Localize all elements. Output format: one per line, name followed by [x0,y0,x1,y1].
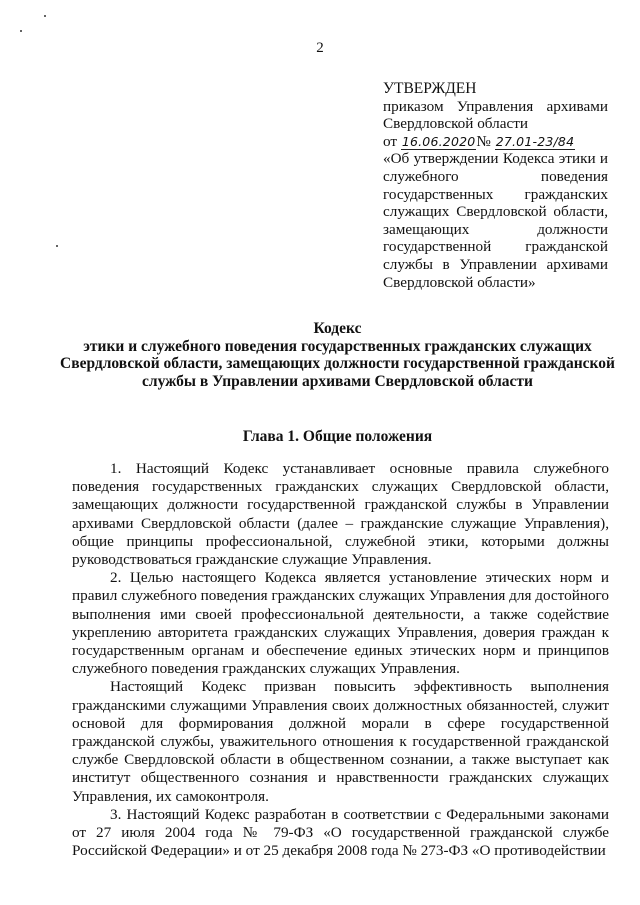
scan-speck [56,245,58,247]
order-prefix: от [383,132,398,150]
paragraph-4: 3. Настоящий Кодекс разработан в соответствии с Федеральными законами от 27 июля 2004 года № 79-ФЗ «О государственной гражданской службе Российской Федерации» и от 25 декабря 2008 года № 273-ФЗ «О противодействии [72,805,609,860]
approval-order-reference [383,133,608,151]
title-subtitle: этики и служебного поведения государственных гражданских служащих Свердловской области, замещающих должности государственной гражданской службы в Управлении архивами Свердловской области [60,337,615,390]
document-body [72,460,609,860]
approval-order-subject: «Об утверждении Кодекса этики и служебного поведения государственных гражданских служащих Свердловской области, замещающих должности государственной гражданской службы в Управлении архивами Свердловской области» [383,150,608,291]
order-date-handwritten: 16.06.2020 [401,133,476,149]
paragraph-3: Настоящий Кодекс призван повысить эффективность выполнения гражданскими служащими Управления своих должностных обязанностей, служит основой для формирования должной морали в сфере государственной гражданской службы, уважительного отношения к государственной гражданской службе Свердловской области в общественном сознании, а также выступает как институт общественного сознания и нравственности гражданских служащих Управления, их самоконтроля. [72,678,609,805]
chapter-heading: Глава 1. Общие положения [242,428,433,445]
order-number-label: № [476,132,491,150]
paragraph-2: 2. Целью настоящего Кодекса является установление этических норм и правил служебного поведения гражданских служащих Управления для достойного выполнения ими своей профессиональной деятельности, а также содействие укреплению авторитета гражданских служащих Управления, доверия граждан к государственным органам и обеспечение единых этических норм и принципов служебного поведения гражданских служащих Управления. [72,569,609,678]
scan-speck [44,15,46,17]
title-main: Кодекс [313,320,362,337]
approval-heading: УТВЕРЖДЕН [383,80,477,97]
approval-stamp [383,80,608,291]
scan-speck [20,30,22,32]
order-number-handwritten: 27.01-23/84 [495,133,575,149]
document-title [60,320,615,390]
paragraph-1: 1. Настоящий Кодекс устанавливает основные правила служебного поведения государственных гражданских служащих Свердловской области, замещающих должности государственной гражданской службы в Управлении архивами Свердловской области (далее – гражданские служащие Управления), общие принципы профессиональной, служебной этики, которыми должны руководствоваться гражданские служащие Управления. [72,460,609,569]
approval-order-issuer: приказом Управления архивами Свердловской области [383,97,608,133]
page-number: 2 [316,40,324,56]
